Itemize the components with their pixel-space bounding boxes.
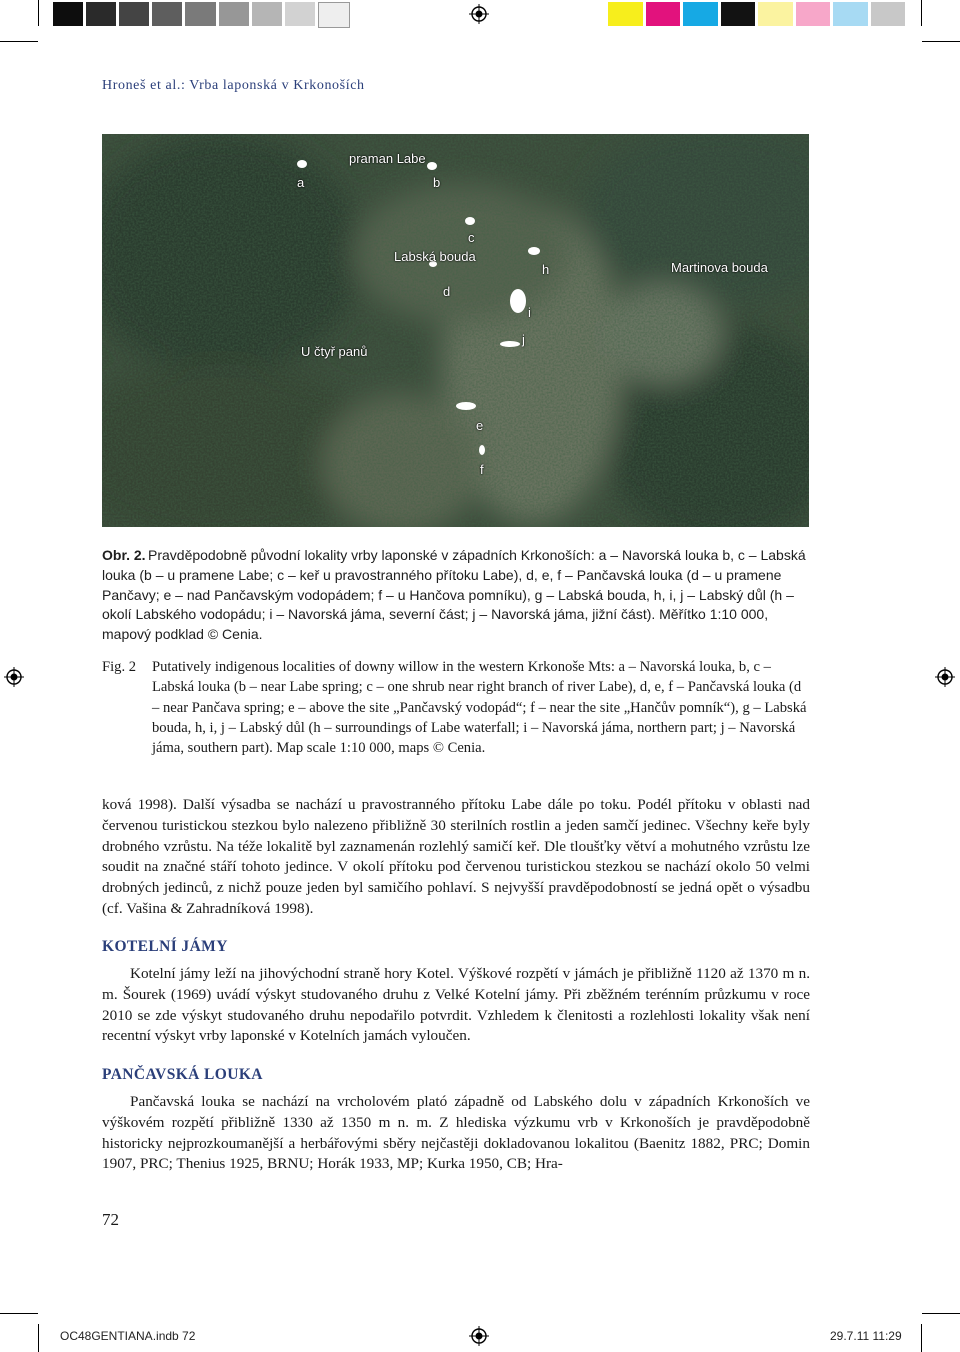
body-paragraph: Kotelní jámy leží na jihovýchodní straně hory Kotel. Výškové rozpětí v jámách je přibližně 1120 až 1370 m n. m. Šourek (1969) uvádí výskyt studovaného druhu z Velké Kotelní jámy. Při zběžném terénním průzkumu v roce 2010 se zde výskyt studovaného druhu nepodařilo potvrdit. Vzhledem k členitosti a rozlehlosti lokality však není recentní výskyt vrby laponské v Kotelních jamách vyloučen. [102,965,810,1045]
gray-swatch [119,2,149,26]
trim-mark [0,41,38,42]
gray-swatch [318,2,350,28]
map-label-i: i [528,305,531,320]
map-label-praman-labe: praman Labe [349,151,426,166]
gray-swatch [152,2,182,26]
section-heading: PANČAVSKÁ LOUKA [102,1066,263,1083]
gray-swatch [219,2,249,26]
map-label-a: a [297,175,305,190]
color-swatch [683,2,718,26]
color-swatch [796,2,831,26]
aerial-map-figure [102,134,809,527]
aerial-photo [102,134,809,527]
gray-swatch [86,2,116,26]
gray-swatch [53,2,83,26]
slug-datetime: 29.7.11 11:29 [830,1329,902,1343]
trim-mark [922,1313,960,1314]
section-heading: KOTELNÍ JÁMY [102,938,228,955]
trim-mark [921,1324,922,1352]
registration-mark-icon [4,667,24,687]
map-label-h: h [542,262,550,277]
gray-swatch [185,2,215,26]
process-color-bar [608,2,908,26]
registration-mark-icon [935,667,955,687]
trim-mark [921,0,922,26]
map-label-d: d [443,284,451,299]
registration-mark-icon [469,1326,489,1346]
trim-mark [38,1324,39,1352]
map-label-e: e [476,418,484,433]
color-swatch [758,2,793,26]
gray-swatch [285,2,315,26]
map-label-martinova-bouda: Martinova bouda [671,260,768,275]
figure-caption-czech [102,546,810,645]
trim-mark [922,41,960,42]
trim-mark [38,0,39,26]
trim-mark [0,1313,38,1314]
registration-mark-icon [469,4,489,24]
caption-text: Putatively indigenous localities of downy willow in the western Krkonoše Mts: a – Navorská louka, b, c – Labská louka (b – near Labe spring; c – one shrub near right branch of river Labe), d, e, f – Pančavská louka (d – near Pančava spring; e – above the site „Pančavský vodopád“; f – near the site „Hančův pomník“), g – Labská bouda, h, i, j – Labský důl (h – surroundings of Labe waterfall; i – Navorská jáma, northern part; j – Navorská jáma, southern part). Map scale 1:10 000, maps © Cenia. [152,659,807,757]
map-label-u-ctyr-panu: U čtyř panů [301,344,368,359]
color-swatch [833,2,868,26]
color-swatch [608,2,643,26]
map-label-labska-bouda: Labská bouda [394,249,476,264]
grayscale-bar [53,2,353,26]
map-label-j: j [522,332,525,347]
body-paragraph: Pančavská louka se nachází na vrcholovém plató západně od Labského dolu v západních Krkonoších ve výškovém rozpětí přibližně 1330 až 1350 m n. m. Z hlediska výzkumu vrb v Krkonoších je pravděpodobně historicky nejprozkoumanější a herbářovými sběry nejčastěji dokladovanou lokalitou (Baenitz 1882, PRC; Domin 1907, PRC; Thenius 1925, BRNU; Horák 1933, MP; Kurka 1950, CB; Hra- [102,1093,810,1173]
caption-text: Pravděpodobně původní lokality vrby laponské v západních Krkonoších: a – Navorská louka b, c – Labská louka (b – u pramene Labe; c – keř u pravostranného přítoku Labe), d, e, f – Pančavská louka (d – u pramene Pančavy; e – nad Pančavským vodopádem; f – u Hančova pomníku), g – Labská bouda, h, i, j – Labský důl (h – okolí Labského vodopádu; i – Navorská jáma, severní část; j – Navorská jáma, jižní část). Měřítko 1:10 000, mapový podklad © Cenia. [102,547,806,643]
color-swatch [871,2,906,26]
caption-lead: Fig. 2 [102,659,137,675]
body-paragraph: ková 1998). Další výsadba se nachází u pravostranného přítoku Labe dále po toku. Podél přítoku v oblasti nad červenou turistickou stezkou bylo nalezeno přibližně 30 sterilních rostlin a jeden samčí jedinec. Všechny keře byly drobného vzrůstu. Na téže lokalitě byl zaznamenán rozlehlý samičí keř. Dle tloušťky větví a mohutného vzrůstu lze soudit na značné stáří tohoto jedince. V okolí přítoku pod červenou turistickou stezkou se nachází okolo 50 velmi drobných jedinců, z nichž pouze jeden byl samičího pohlaví. S nejvyšší pravděpodobností se jedná opět o výsadbu (cf. Vašina & Zahradníková 1998). [102,796,810,917]
color-swatch [721,2,756,26]
figure-caption-english [102,657,810,758]
gray-swatch [252,2,282,26]
running-header: Hroneš et al.: Vrba laponská v Krkonoších [102,78,365,93]
map-label-b: b [433,175,441,190]
map-label-c: c [468,230,475,245]
page-number: 72 [102,1210,119,1229]
map-label-f: f [480,462,484,477]
slug-file: OC48GENTIANA.indb 72 [60,1329,196,1343]
color-swatch [646,2,681,26]
caption-lead: Obr. 2. [102,547,146,563]
